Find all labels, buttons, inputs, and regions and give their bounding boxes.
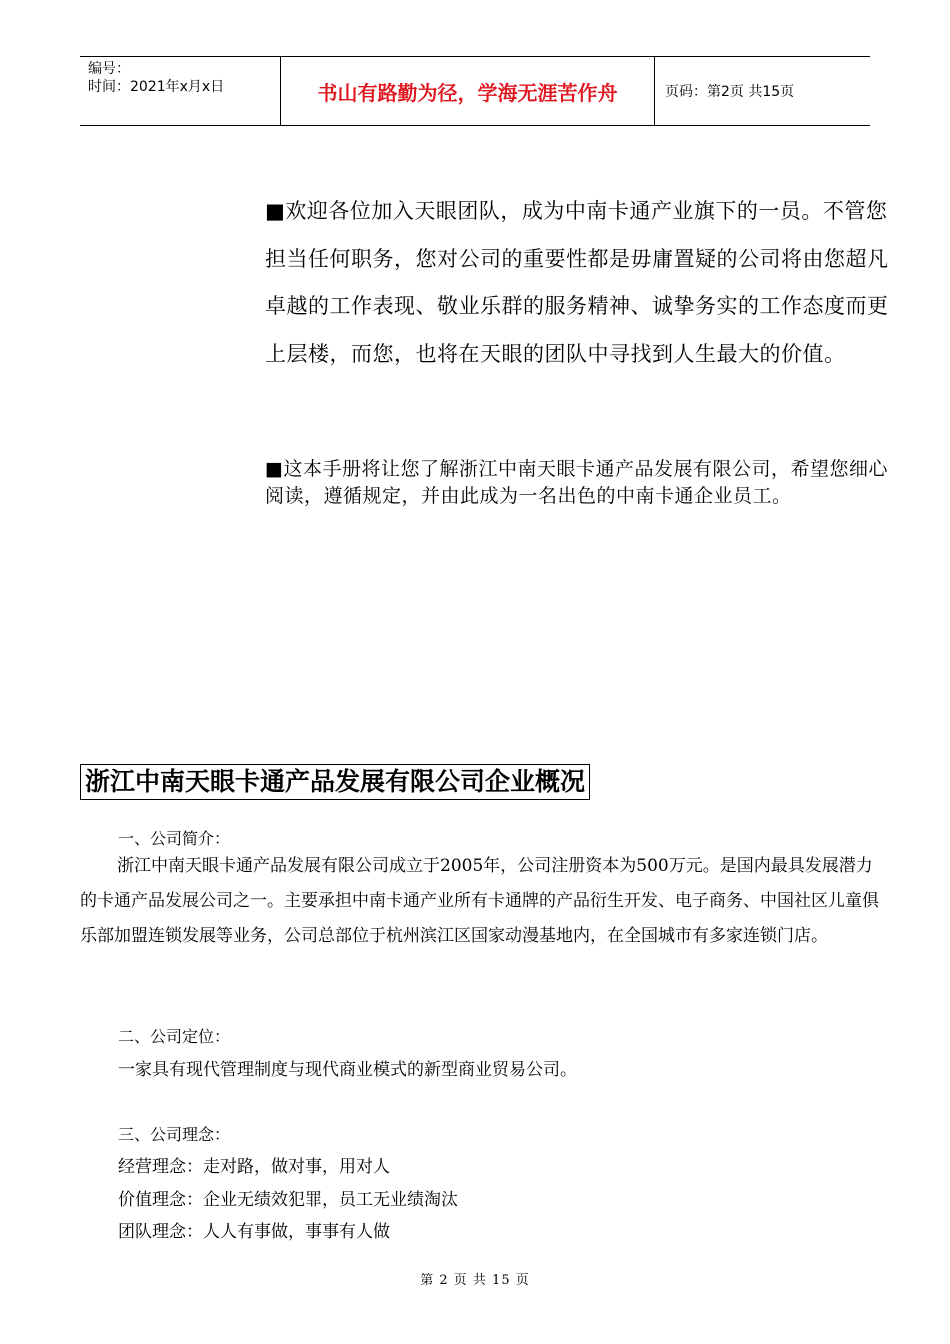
header-motto: 书山有路勤为径，学海无涯苦作舟: [281, 57, 655, 125]
header-page-info: 页码：第2页 共15页: [665, 84, 795, 100]
section-2-body: 一家具有现代管理制度与现代商业模式的新型商业贸易公司。: [118, 1060, 577, 1080]
section-3-heading: 三、公司理念：: [118, 1125, 231, 1144]
date-label: 时间：2021年x月x日: [88, 79, 225, 95]
section-1-heading: 一、公司简介：: [118, 829, 231, 848]
welcome-text: ■欢迎各位加入天眼团队，成为中南卡通产业旗下的一员。不管您担当任何职务，您对公司的重要性都是毋庸置疑的公司将由您超凡卓越的工作表现、敬业乐群的服务精神、诚挚务实的工作态度而更上层楼，而您，也将在天眼的团队中寻找到人生最大的价值。: [265, 199, 889, 366]
number-label: 编号：: [88, 61, 130, 77]
section-3-line: 价值理念：企业无绩效犯罪，员工无业绩淘汰: [118, 1190, 458, 1210]
header-meta: [80, 57, 281, 125]
page-footer: 第 2 页 共 15 页: [420, 1273, 530, 1288]
section-1-body: 浙江中南天眼卡通产品发展有限公司成立于2005年，公司注册资本为500万元。是国内最具发展潜力的卡通产品发展公司之一。主要承担中南卡通产业所有卡通牌的产品衍生开发、电子商务、中国社区儿童俱乐部加盟连锁发展等业务，公司总部位于杭州滨江区国家动漫基地内，在全国城市有多家连锁门店。: [80, 856, 879, 946]
section-3-line: 团队理念：人人有事做，事事有人做: [118, 1222, 390, 1242]
overview-title: 浙江中南天眼卡通产品发展有限公司企业概况: [80, 764, 590, 800]
section-3-line: 经营理念：走对路，做对事，用对人: [118, 1157, 390, 1177]
handbook-text: ■这本手册将让您了解浙江中南天眼卡通产品发展有限公司，希望您细心阅读，遵循规定，并由此成为一名出色的中南卡通企业员工。: [265, 458, 888, 507]
handbook-paragraph: [265, 456, 890, 510]
page-header: [80, 56, 870, 126]
section-2-heading: 二、公司定位：: [118, 1027, 231, 1046]
welcome-paragraph: [265, 188, 890, 378]
